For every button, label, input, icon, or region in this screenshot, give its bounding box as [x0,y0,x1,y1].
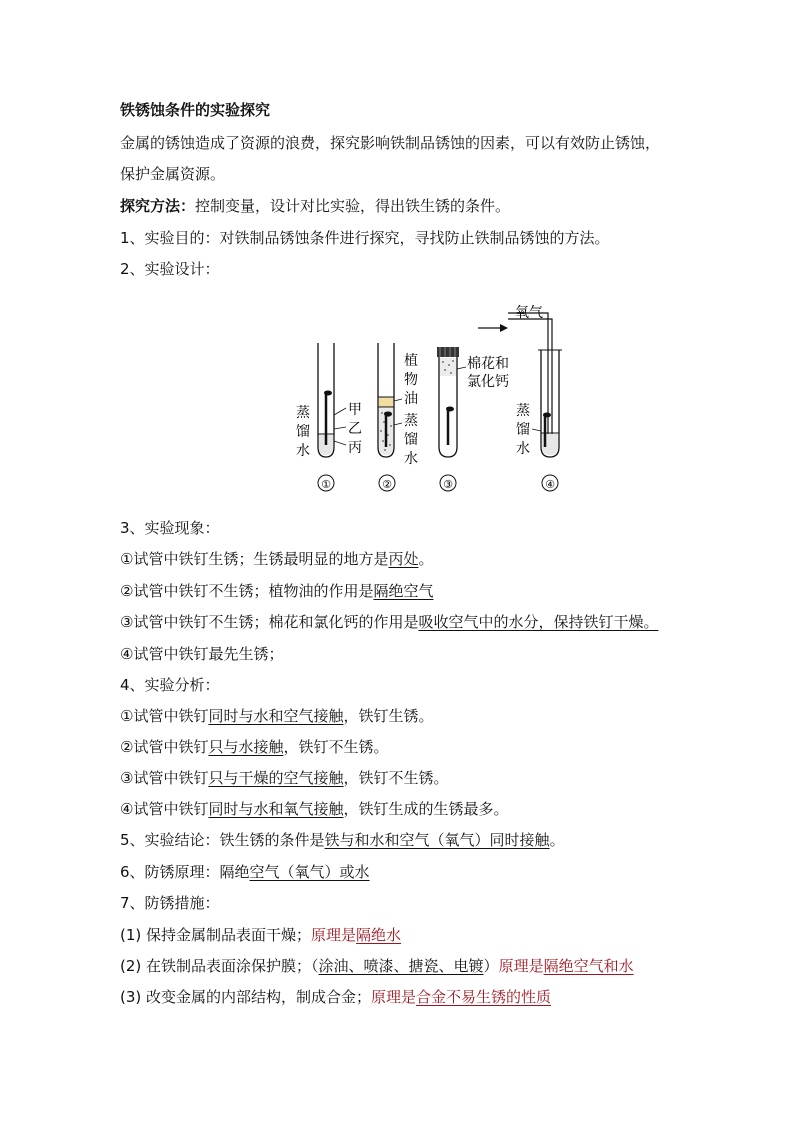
measures-heading: 7、防锈措施： [120,894,220,912]
phenomena-heading: 3、实验现象： [120,519,220,537]
oxygen-arrow-head [500,324,508,332]
analysis-item-4 [120,799,508,819]
answer-blank: 隔绝空气 [373,582,434,600]
tube-2 [378,343,418,491]
punctuation: 。 [418,550,434,568]
analysis-item-4-text: ④试管中铁钉 [120,800,209,818]
tube3-number: ③ [443,478,453,491]
tube2-oil-layer [379,397,393,407]
tube2-water-label-2: 馏 [404,432,418,448]
tube3-label-2: 氯化钙 [467,374,509,390]
tube4-water-label-1: 蒸 [516,403,530,419]
tube1-water-label-2: 馏 [296,424,310,440]
intro-line-1: 金属的锈蚀造成了资源的浪费，探究影响铁制品锈蚀的因素，可以有效防止锈蚀， [120,134,661,152]
tube-1 [296,343,362,491]
answer-blank: 隔绝水 [356,926,402,944]
tube4-number: ④ [545,478,555,491]
phenomena-item-1 [120,549,433,569]
analysis-item-2-text: ②试管中铁钉 [120,738,209,756]
method-line [120,196,510,216]
analysis-item-2 [120,737,388,757]
answer-blank: 合金不易生锈的性质 [416,988,552,1006]
principle-label: 原理是 [371,988,417,1006]
tube4-water-label-2: 馏 [516,422,530,438]
analysis-item-3-text: ③试管中铁钉 [120,769,209,787]
phenomena-item-2 [120,581,433,601]
method-text: 控制变量，设计对比实验，得出铁生锈的条件。 [195,197,511,215]
tube-3 [437,347,509,491]
conclusion-text: 5、实验结论：铁生锈的条件是 [120,831,325,849]
phenomena-item-2-text: ②试管中铁钉不生锈；植物油的作用是 [120,582,374,600]
punctuation: ） [483,957,499,975]
answer-blank: 铁与和水和空气（氧气）同时接触 [324,831,550,849]
principle-line [120,862,370,882]
measures-item-3 [120,987,551,1007]
analysis-item-2-result: ，铁钉不生锈。 [283,738,389,756]
measures-item-1-text: (1) 保持金属制品表面干燥； [120,926,312,944]
oxygen-label: 氧气 [515,305,543,321]
tube1-water-label-1: 蒸 [296,405,310,421]
tube2-number: ② [382,478,392,491]
punctuation: 。 [549,831,565,849]
measures-item-3-text: (3) 改变金属的内部结构，制成合金； [120,988,372,1006]
tube2-oil-label-2: 物 [404,372,418,388]
analysis-item-4-result: ，铁钉生成的生锈最多。 [343,800,509,818]
analysis-item-3 [120,768,448,788]
purpose-line: 1、实验目的：对铁制品锈蚀条件进行探究，寻找防止铁制品锈蚀的方法。 [120,229,610,247]
tube1-mark-yi: 乙 [348,421,362,437]
phenomena-item-4: ④试管中铁钉最先生锈； [120,645,284,663]
tube1-number: ① [321,478,331,491]
principle-label: 原理是 [311,926,357,944]
measures-item-2 [120,956,634,976]
analysis-item-1-text: ①试管中铁钉 [120,707,209,725]
principle-label: 原理是 [498,957,544,975]
analysis-item-1 [120,706,433,726]
answer-blank: 丙处 [388,550,419,568]
phenomena-item-3-text: ③试管中铁钉不生锈；棉花和氯化钙的作用是 [120,613,419,631]
method-label: 探究方法： [120,197,196,215]
tube1-mark-bing: 丙 [348,440,362,456]
tube2-oil-label-3: 油 [404,391,418,407]
principle-text: 6、防锈原理：隔绝 [120,863,250,881]
tube1-water-label-3: 水 [296,443,310,459]
answer-blank: 隔绝空气和水 [543,957,634,975]
tube1-mark-jia: 甲 [348,402,362,418]
tube2-water-label-3: 水 [404,451,418,467]
answer-blank: 只与干燥的空气接触 [208,769,344,787]
analysis-item-3-result: ，铁钉不生锈。 [343,769,449,787]
answer-blank: 只与水接触 [208,738,284,756]
measures-item-2-text: (2) 在铁制品表面涂保护膜；（ [120,957,319,975]
answer-blank: 同时与水和空气接触 [208,707,344,725]
answer-blank: 涂油、喷漆、搪瓷、电镀 [318,957,484,975]
intro-line-2: 保护金属资源。 [120,165,226,183]
answer-blank: 空气（氧气）或水 [249,863,370,881]
tube2-oil-label-1: 植 [404,353,418,369]
tube-4 [508,313,562,491]
analysis-heading: 4、实验分析： [120,676,220,694]
experiment-figure [0,295,794,505]
tube2-water-label-1: 蒸 [404,413,418,429]
page-title: 铁锈蚀条件的实验探究 [120,101,271,119]
conclusion-line [120,830,565,850]
tube3-label-1: 棉花和 [467,356,509,372]
measures-item-1 [120,925,401,945]
answer-blank: 同时与水和氧气接触 [208,800,344,818]
analysis-item-1-result: ，铁钉生锈。 [343,707,434,725]
design-heading: 2、实验设计： [120,260,220,278]
phenomena-item-3 [120,612,658,632]
phenomena-item-1-text: ①试管中铁钉生锈；生锈最明显的地方是 [120,550,389,568]
tube4-water-label-3: 水 [516,441,530,457]
answer-blank: 吸收空气中的水分，保持铁钉干燥。 [418,613,659,631]
